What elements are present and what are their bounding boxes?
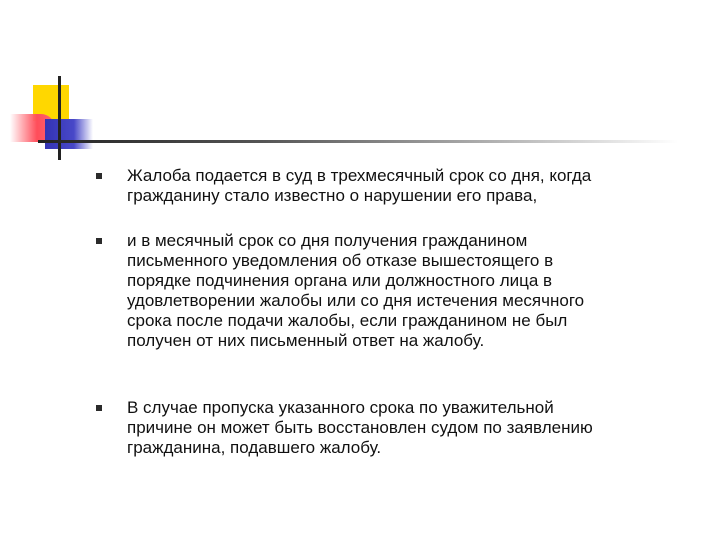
square-bullet-icon — [96, 405, 102, 411]
decorative-vertical-line — [58, 76, 61, 160]
title-divider-line — [38, 140, 678, 143]
decorative-blue-square — [45, 119, 93, 149]
bullet-text: и в месячный срок со дня получения гражданином письменного уведомления об отказе вышестоящего в порядке подчинения органа или должностного лица в удовлетворении жалобы или со дня истечения месячного срока после подачи жалобы, если гражданином не был получен от них письменный ответ на жалобу. — [127, 231, 585, 350]
bullet-text: Жалоба подается в суд в трехмесячный срок со дня, когда гражданину стало известно о нарушении его права, — [127, 166, 592, 205]
square-bullet-icon — [96, 173, 102, 179]
bullet-text: В случае пропуска указанного срока по уважительной причине он может быть восстановлен судом по заявлению гражданина, подавшего жалобу. — [127, 398, 593, 457]
square-bullet-icon — [96, 238, 102, 244]
